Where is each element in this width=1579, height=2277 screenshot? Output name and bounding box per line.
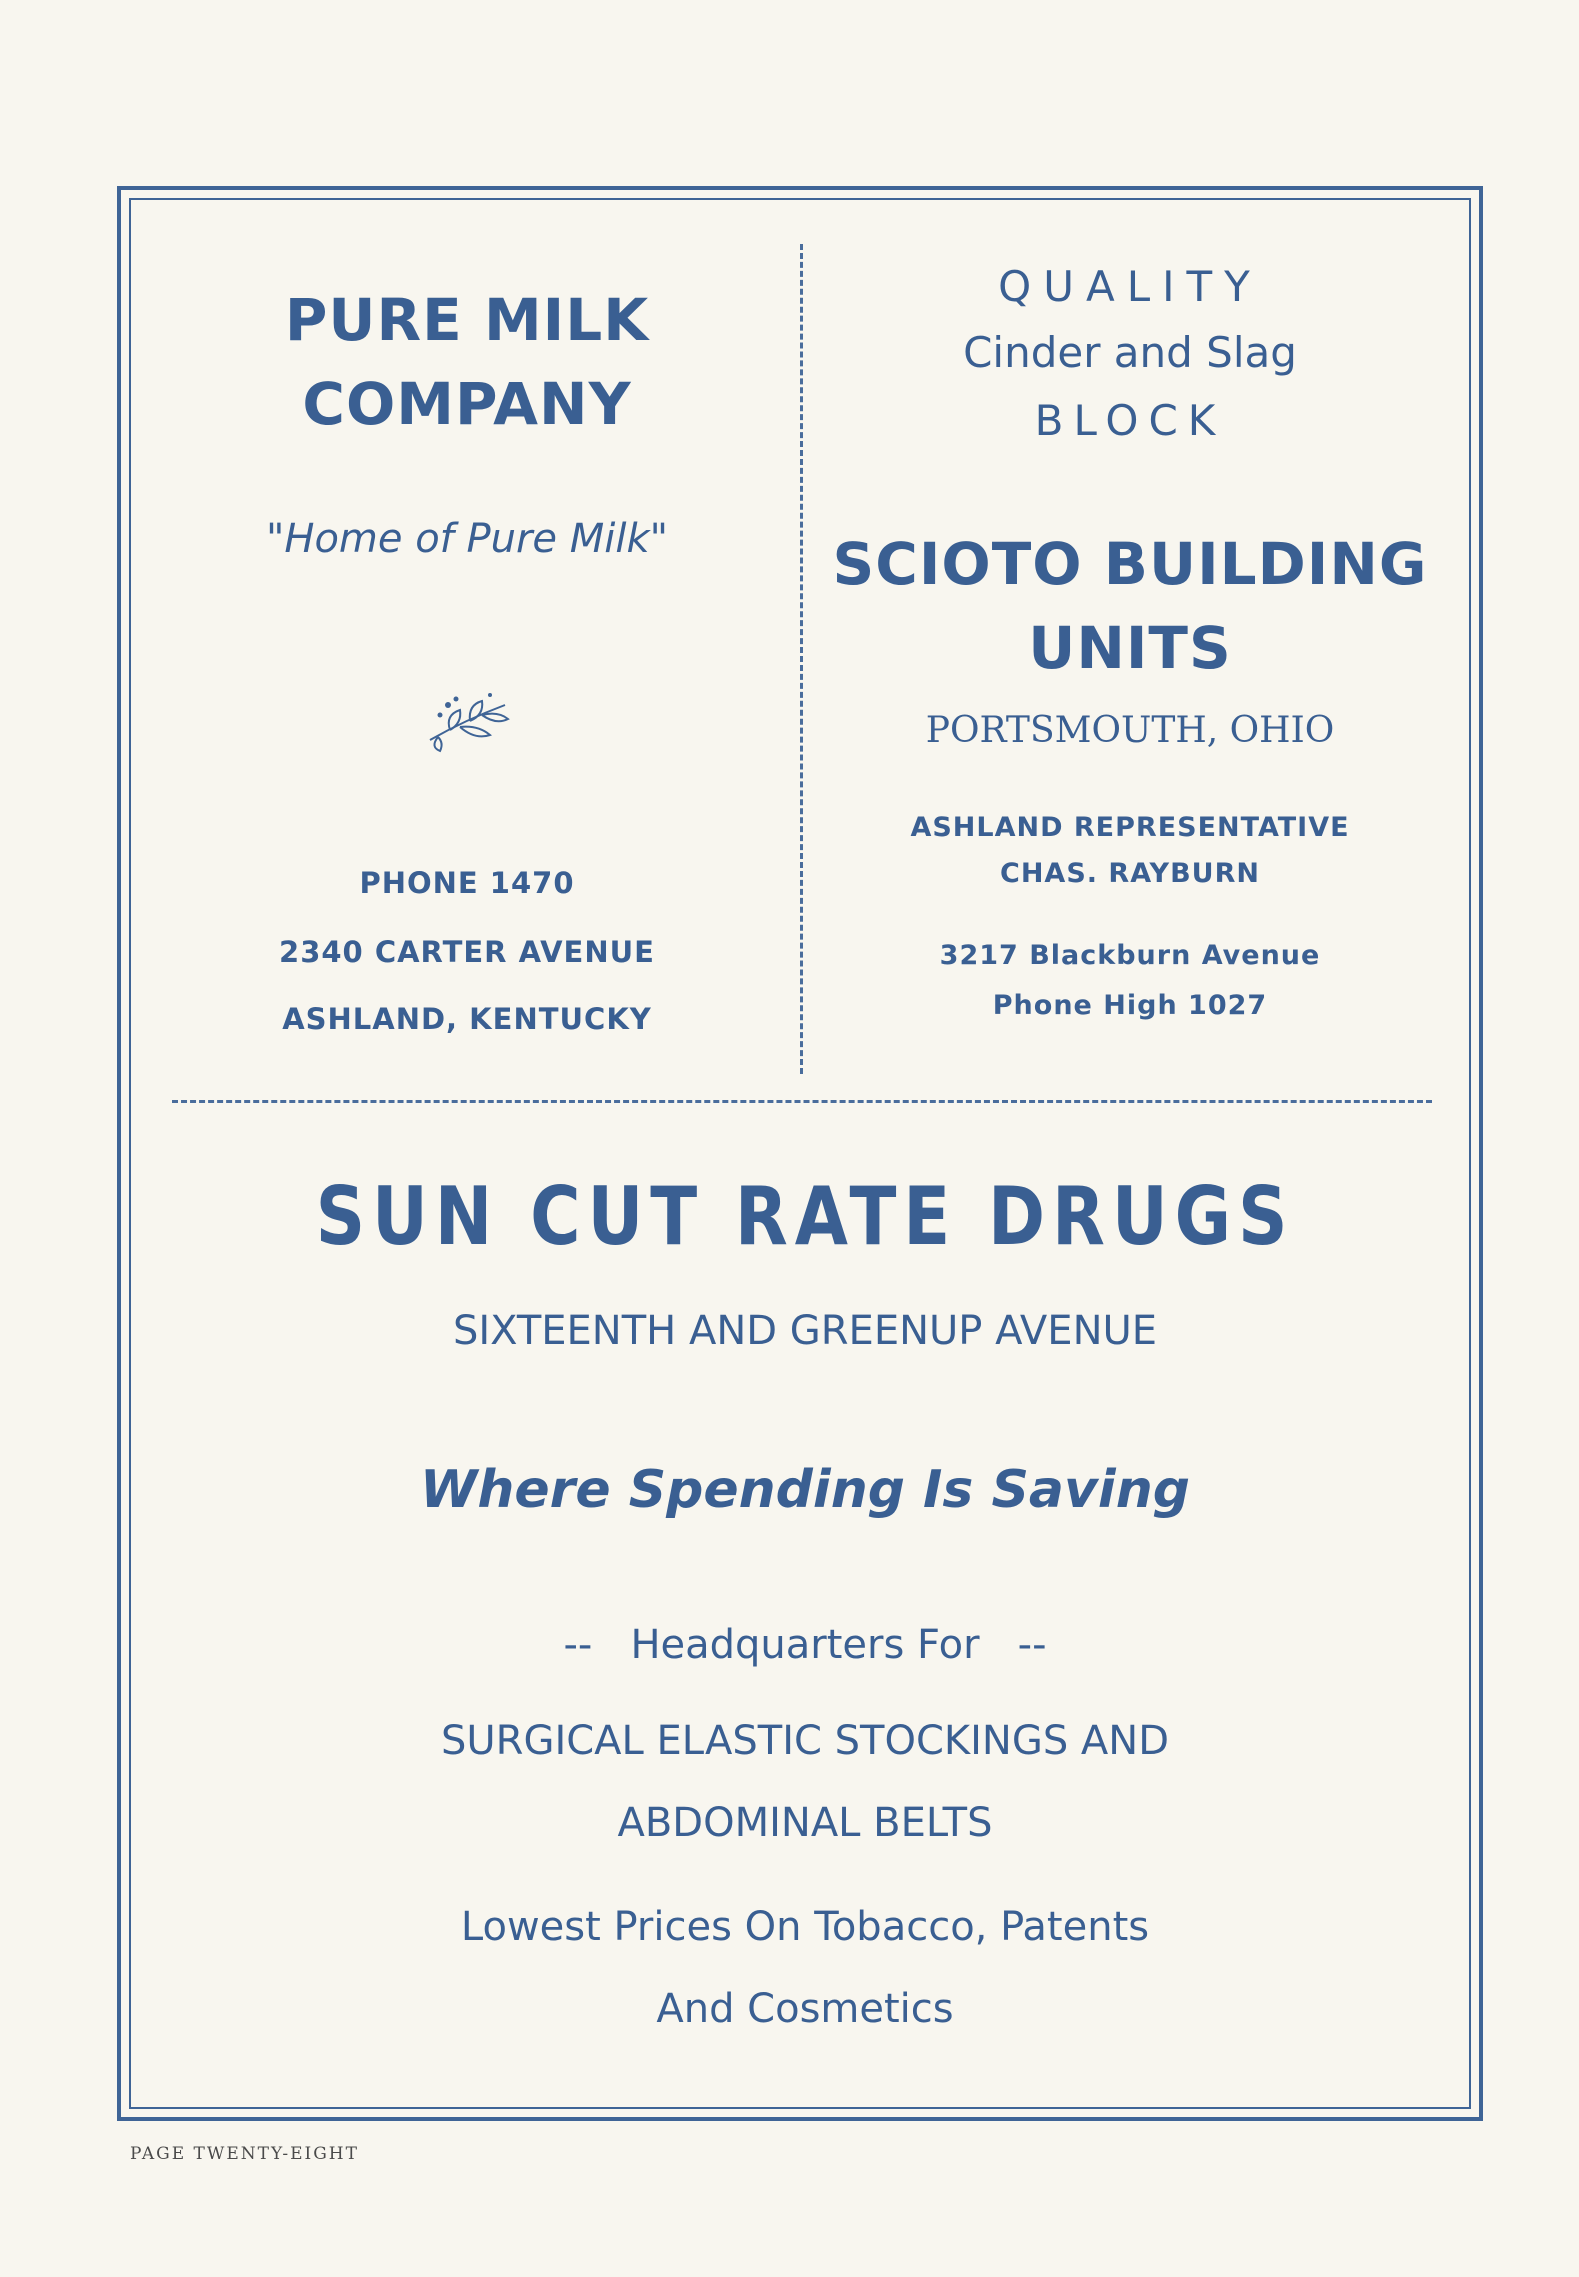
- vertical-divider: [800, 244, 803, 1074]
- scioto-rep-title: ASHLAND REPRESENTATIVE: [910, 812, 1350, 843]
- sun-drugs-prices-line1: Lowest Prices On Tobacco, Patents: [460, 1904, 1150, 1950]
- pure-milk-title: [160, 278, 774, 446]
- sun-drugs-items-line2: ABDOMINAL BELTS: [617, 1800, 993, 1846]
- sun-drugs-title: SUN CUT RATE DRUGS: [315, 1170, 1295, 1263]
- pure-milk-address: 2340 CARTER AVENUE: [279, 935, 655, 969]
- sun-drugs-address: SIXTEENTH AND GREENUP AVENUE: [452, 1308, 1158, 1354]
- scioto-title: [815, 522, 1445, 690]
- pure-milk-phone: PHONE 1470: [359, 866, 575, 900]
- scioto-title-line1: SCIOTO BUILDING: [832, 530, 1428, 598]
- pure-milk-title-line2: COMPANY: [302, 370, 632, 438]
- pure-milk-tagline: "Home of Pure Milk": [265, 516, 669, 562]
- pure-milk-city: ASHLAND, KENTUCKY: [282, 1002, 652, 1036]
- scioto-rep-name: CHAS. RAYBURN: [1000, 858, 1260, 889]
- horizontal-divider: [172, 1100, 1432, 1103]
- sun-drugs-prices-line2: And Cosmetics: [656, 1986, 954, 2032]
- pure-milk-title-line1: PURE MILK: [284, 286, 650, 354]
- scioto-title-line2: UNITS: [1028, 614, 1232, 682]
- scioto-phone: Phone High 1027: [992, 990, 1268, 1021]
- scioto-quality: QUALITY: [998, 262, 1262, 311]
- sun-drugs-slogan: Where Spending Is Saving: [420, 1460, 1190, 1520]
- scioto-block: BLOCK: [1034, 396, 1226, 445]
- scioto-address: 3217 Blackburn Avenue: [939, 940, 1321, 971]
- scioto-cinder-slag: Cinder and Slag: [963, 328, 1297, 377]
- sun-drugs-items-line1: SURGICAL ELASTIC STOCKINGS AND: [440, 1718, 1170, 1764]
- leaf-ornament-icon: [420, 685, 514, 755]
- sun-drugs-headquarters: -- Headquarters For --: [563, 1622, 1047, 1668]
- page-number: PAGE TWENTY-EIGHT: [130, 2144, 359, 2164]
- scioto-city: PORTSMOUTH, OHIO: [925, 710, 1335, 751]
